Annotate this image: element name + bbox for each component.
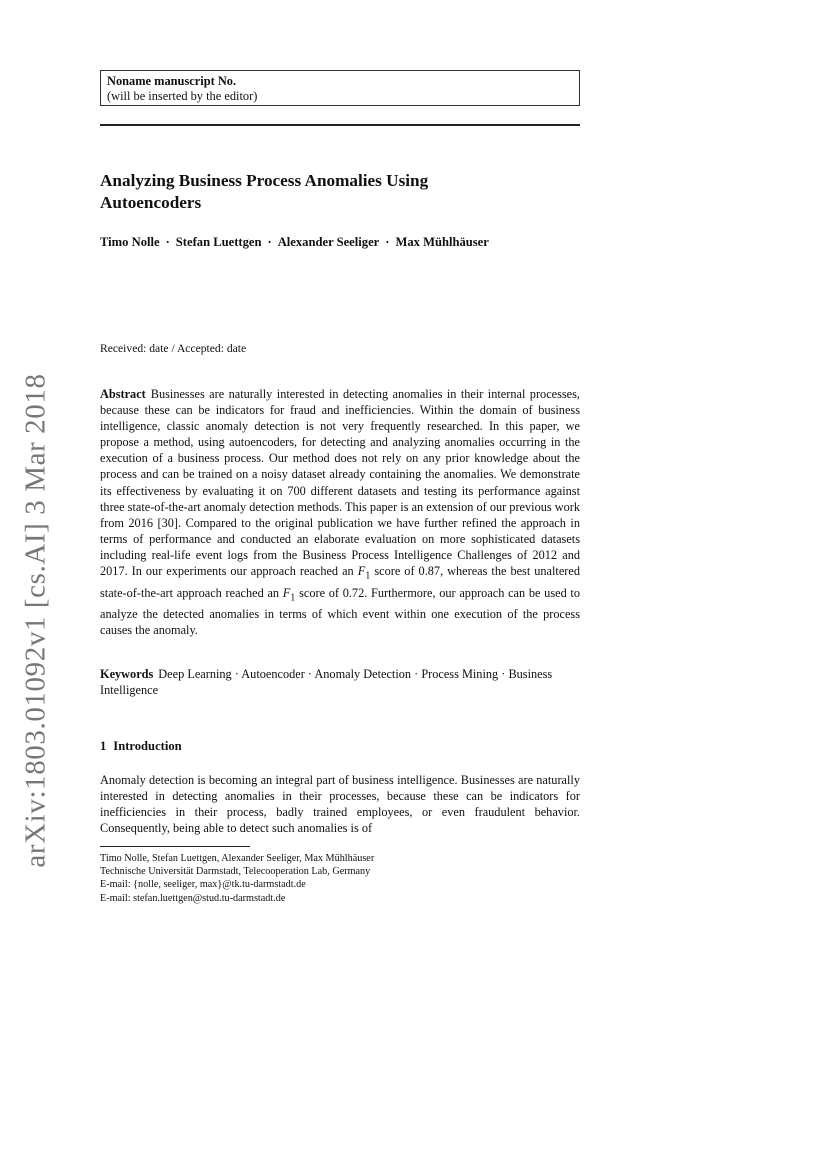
section-title: Introduction (113, 739, 182, 753)
f1-symbol: F (282, 585, 291, 600)
manuscript-editor-note: (will be inserted by the editor) (107, 89, 258, 103)
footnote-email-2: E-mail: stefan.luettgen@stud.tu-darmstadt.de (100, 892, 286, 904)
arxiv-sidebar (14, 372, 58, 868)
footnote-author-names: Timo Nolle, Stefan Luettgen, Alexander Seeliger, Max Mühlhäuser (100, 853, 375, 864)
author-list (100, 234, 580, 251)
keyword: Process Mining (421, 667, 499, 681)
keyword-separator: · (307, 667, 312, 681)
footnote-email-1: E-mail: {nolle, seeliger, max}@tk.tu-darmstadt.de (100, 879, 306, 891)
keyword: Deep Learning (158, 667, 232, 681)
paper-title-line-1: Analyzing Business Process Anomalies Using (100, 171, 429, 190)
paper-title (100, 170, 580, 214)
keyword: Business Intelligence (100, 667, 553, 698)
section-heading-introduction (100, 739, 580, 754)
keywords-label: Keywords (100, 667, 154, 681)
author-name: Alexander Seeliger (277, 235, 380, 249)
abstract-paragraph (100, 386, 580, 638)
section-number: 1 (100, 739, 107, 753)
introduction-paragraph: Anomaly detection is becoming an integral part of business intelligence. Businesses are naturally interested in detecting anomalies in their processes, because these can be indicators for inefficiencies in their process, badly trained employees, or even fraudulent behavior. Consequently, being able to detect such anomalies is of (100, 773, 580, 836)
footnote-rule (100, 846, 250, 847)
received-accepted-line: Received: date / Accepted: date (100, 342, 247, 355)
manuscript-box (100, 70, 580, 106)
abstract-text-part-1: Businesses are naturally interested in detecting anomalies in their internal processes, because these can be indicators for fraud and inefficiencies. Within the domain of business intelligence, classic anomaly detection is not very frequently researched. In this paper, we propose a method, using autoencoders, for detecting and analyzing anomalies occurring in the execution of a business process. Our method does not rely on any prior knowledge about the process and can be trained on a noisy dataset already containing the anomalies. We demonstrate its effectiveness by evaluating it on 700 different datasets and testing its performance against three state-of-the-art anomaly detection methods. This paper is an extension of our previous work from 2016 [30]. Compared to the original publication we have further refined the approach in terms of performance and conducted an elaborate evaluation on more sophisticated datasets including real-life event logs from the Business Process Intelligence Challenges of 2012 and 2017. In our experiments our approach reached an (100, 387, 580, 579)
keyword: Autoencoder (241, 667, 305, 681)
keyword-separator: · (234, 667, 239, 681)
author-name: Stefan Luettgen (175, 235, 262, 249)
keyword: Anomaly Detection (314, 667, 412, 681)
author-separator: · (165, 235, 170, 249)
keyword-separator: · (501, 667, 506, 681)
paper-title-line-2: Autoencoders (100, 193, 202, 212)
author-name: Timo Nolle (100, 235, 160, 249)
author-separator: · (385, 235, 390, 249)
footnote-affiliation: Technische Universität Darmstadt, Telecooperation Lab, Germany (100, 866, 371, 878)
f1-subscript: 1 (290, 592, 296, 604)
author-footnote (100, 852, 580, 905)
f1-symbol: F (357, 564, 366, 579)
manuscript-number-label: Noname manuscript No. (107, 74, 237, 88)
f1-subscript: 1 (365, 570, 371, 582)
keyword-separator: · (414, 667, 419, 681)
abstract-label: Abstract (100, 387, 146, 401)
author-separator: · (267, 235, 272, 249)
keywords-paragraph (100, 666, 580, 698)
abstract-text-part-3: score of 0.72. Furthermore, our approach can be used to analyze the detected anomalies in terms of which event within one execution of the process causes the anomaly. (100, 585, 580, 638)
author-name: Max Mühlhäuser (395, 235, 489, 249)
arxiv-identifier: arXiv:1803.01092v1 [cs.AI] 3 Mar 2018 (19, 372, 52, 868)
header-rule (100, 124, 580, 126)
abstract-text-part-2: score of 0.87, whereas the best unaltered state-of-the-art approach reached an (100, 564, 581, 600)
